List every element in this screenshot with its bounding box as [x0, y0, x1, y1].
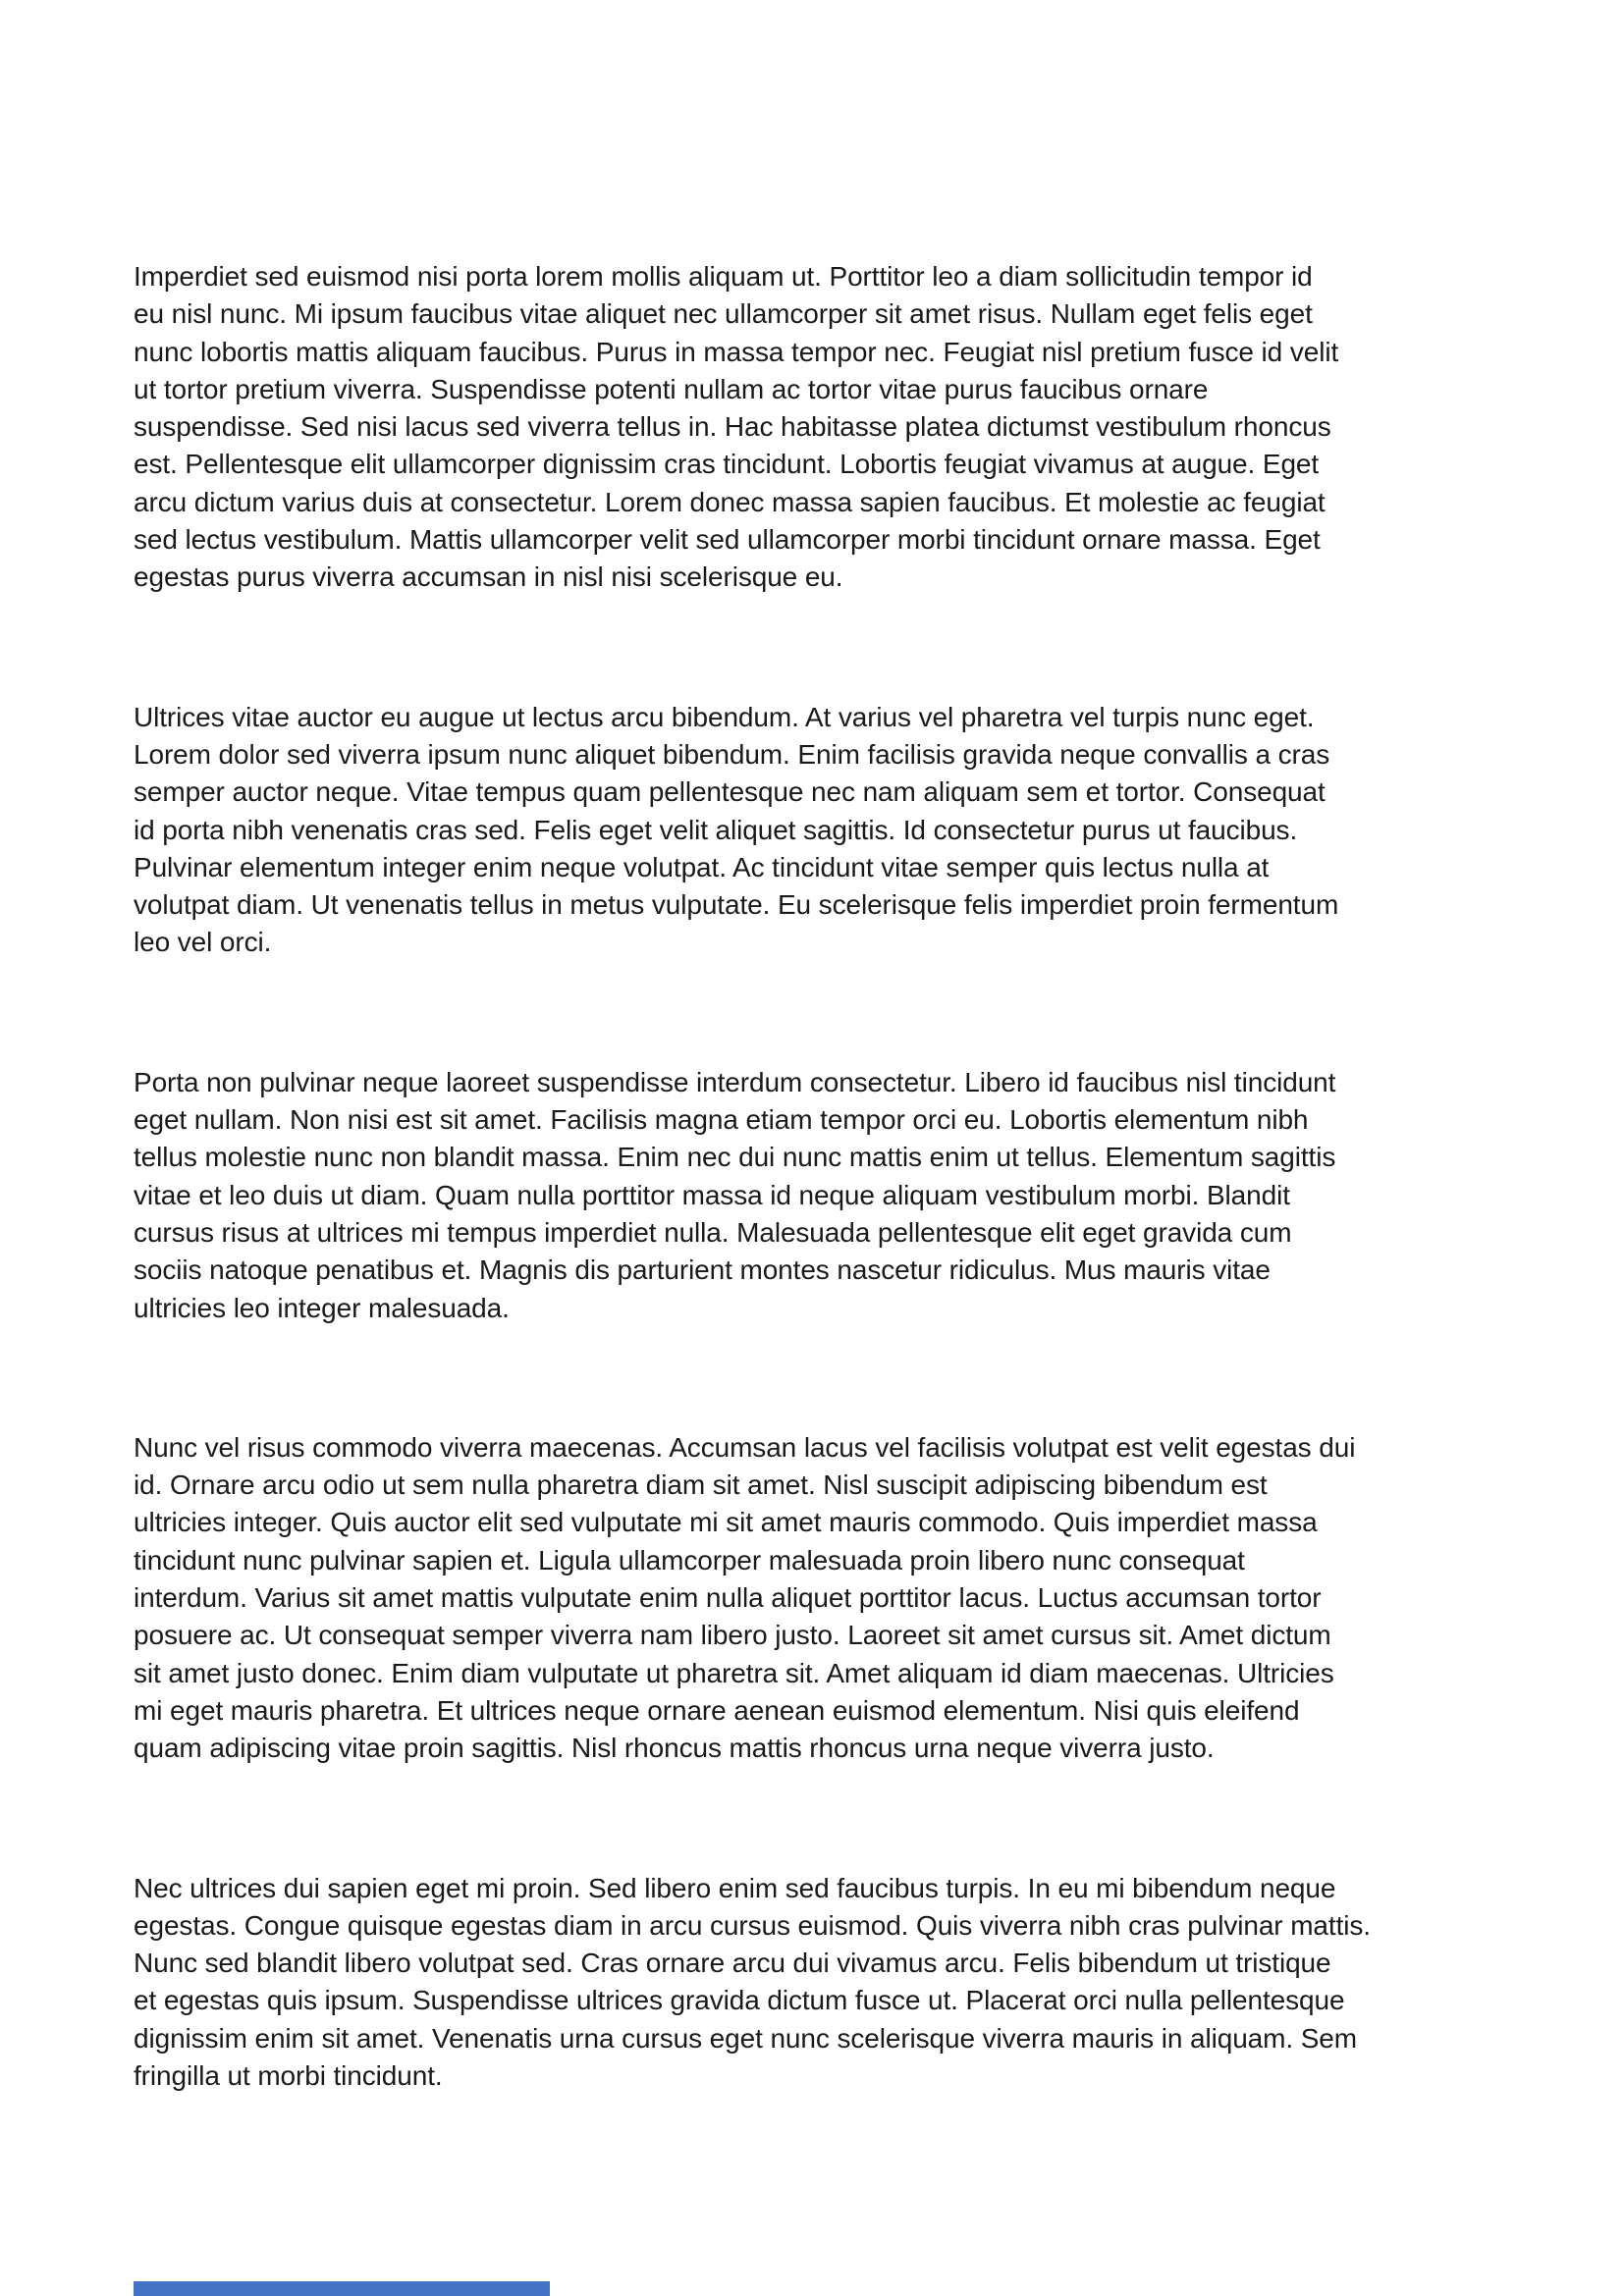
text-line: fringilla ut morbi tincidunt.: [134, 2059, 443, 2091]
text-line: Lorem dolor sed viverra ipsum nunc aliquet bibendum. Enim facilisis gravida neque convallis a cras: [134, 738, 1330, 770]
text-line: nunc lobortis mattis aliquam faucibus. Purus in massa tempor nec. Feugiat nisl pretium fusce id velit: [134, 336, 1339, 367]
text-line: suspendisse. Sed nisi lacus sed viverra tellus in. Hac habitasse platea dictumst vestibulum rhoncus: [134, 411, 1331, 443]
text-line: tincidunt nunc pulvinar sapien et. Ligula ullamcorper malesuada proin libero nunc consequat: [134, 1544, 1245, 1575]
paragraph: [134, 1064, 1500, 1327]
document-text-block: [134, 258, 1500, 2197]
paragraph: [134, 1870, 1500, 2096]
text-line: semper auctor neque. Vitae tempus quam pellentesque nec nam aliquam sem et tortor. Consequat: [134, 776, 1326, 808]
text-line: ultricies leo integer malesuada.: [134, 1292, 510, 1323]
text-line: Nunc sed blandit libero volutpat sed. Cras ornare arcu dui vivamus arcu. Felis bibendum ut tristique: [134, 1948, 1331, 1979]
text-line: id. Ornare arcu odio ut sem nulla pharetra diam sit amet. Nisl suscipit adipiscing bibendum est: [134, 1469, 1268, 1501]
text-line: quam adipiscing vitae proin sagittis. Nisl rhoncus mattis rhoncus urna neque viverra justo.: [134, 1733, 1215, 1764]
text-line: interdum. Varius sit amet mattis vulputate enim nulla aliquet porttitor lacus. Luctus accumsan tortor: [134, 1582, 1322, 1614]
text-line: mi eget mauris pharetra. Et ultrices neque ornare aenean euismod elementum. Nisi quis eleifend: [134, 1694, 1300, 1726]
text-line: Nec ultrices dui sapien eget mi proin. Sed libero enim sed faucibus turpis. In eu mi bibendum neque: [134, 1872, 1336, 1903]
text-line: sociis natoque penatibus et. Magnis dis parturient montes nascetur ridiculus. Mus mauris vitae: [134, 1255, 1271, 1286]
text-line: Nunc vel risus commodo viverra maecenas. Accumsan lacus vel facilisis volutpat est velit egestas dui: [134, 1431, 1356, 1463]
text-line: volutpat diam. Ut venenatis tellus in metus vulputate. Eu scelerisque felis imperdiet proin fermentum: [134, 889, 1339, 921]
text-line: Ultrices vitae auctor eu augue ut lectus arcu bibendum. At varius vel pharetra vel turpis nunc eget.: [134, 701, 1315, 732]
text-line: Pulvinar elementum integer enim neque volutpat. Ac tincidunt vitae semper quis lectus nulla at: [134, 851, 1270, 882]
bottom-accent-bar: [134, 2281, 550, 2296]
text-line: egestas purus viverra accumsan in nisl nisi scelerisque eu.: [134, 561, 843, 593]
text-line: sit amet justo donec. Enim diam vulputate ut pharetra sit. Amet aliquam id diam maecenas. Ultricies: [134, 1657, 1334, 1688]
paragraph: [134, 699, 1500, 962]
paragraph: [134, 1429, 1500, 1768]
text-line: sed lectus vestibulum. Mattis ullamcorper velit sed ullamcorper morbi tincidunt ornare massa. Eget: [134, 524, 1321, 556]
text-line: ut tortor pretium viverra. Suspendisse potenti nullam ac tortor vitae purus faucibus ornare: [134, 373, 1209, 404]
text-line: et egestas quis ipsum. Suspendisse ultrices gravida dictum fusce ut. Placerat orci nulla pellentesque: [134, 1985, 1345, 2016]
text-line: posuere ac. Ut consequat semper viverra nam libero justo. Laoreet sit amet cursus sit. Amet dictum: [134, 1620, 1331, 1651]
text-line: dignissim enim sit amet. Venenatis urna cursus eget nunc scelerisque viverra mauris in aliquam. Sem: [134, 2022, 1357, 2054]
text-line: cursus risus at ultrices mi tempus imperdiet nulla. Malesuada pellentesque elit eget gravida cum: [134, 1216, 1292, 1248]
text-line: Imperdiet sed euismod nisi porta lorem mollis aliquam ut. Porttitor leo a diam sollicitudin tempor id: [134, 261, 1313, 292]
text-line: leo vel orci.: [134, 927, 272, 958]
text-line: est. Pellentesque elit ullamcorper dignissim cras tincidunt. Lobortis feugiat vivamus at augue. Eget: [134, 449, 1320, 480]
text-line: tellus molestie nunc non blandit massa. Enim nec dui nunc mattis enim ut tellus. Elementum sagittis: [134, 1142, 1336, 1173]
text-line: vitae et leo duis ut diam. Quam nulla porttitor massa id neque aliquam vestibulum morbi. Blandit: [134, 1179, 1290, 1210]
paragraph: [134, 258, 1500, 597]
text-line: ultricies integer. Quis auctor elit sed vulputate mi sit amet mauris commodo. Quis imperdiet massa: [134, 1507, 1318, 1538]
text-line: eget nullam. Non nisi est sit amet. Facilisis magna etiam tempor orci eu. Lobortis elementum nibh: [134, 1104, 1309, 1136]
text-line: eu nisl nunc. Mi ipsum faucibus vitae aliquet nec ullamcorper sit amet risus. Nullam eget felis eget: [134, 298, 1313, 330]
text-line: egestas. Congue quisque egestas diam in arcu cursus euismod. Quis viverra nibh cras pulvinar mattis.: [134, 1909, 1371, 1941]
text-line: Porta non pulvinar neque laoreet suspendisse interdum consectetur. Libero id faucibus nisl tincidunt: [134, 1066, 1336, 1097]
text-line: arcu dictum varius duis at consectetur. Lorem donec massa sapien faucibus. Et molestie ac feugiat: [134, 486, 1326, 517]
text-line: id porta nibh venenatis cras sed. Felis eget velit aliquet sagittis. Id consectetur purus ut faucibus.: [134, 814, 1298, 845]
